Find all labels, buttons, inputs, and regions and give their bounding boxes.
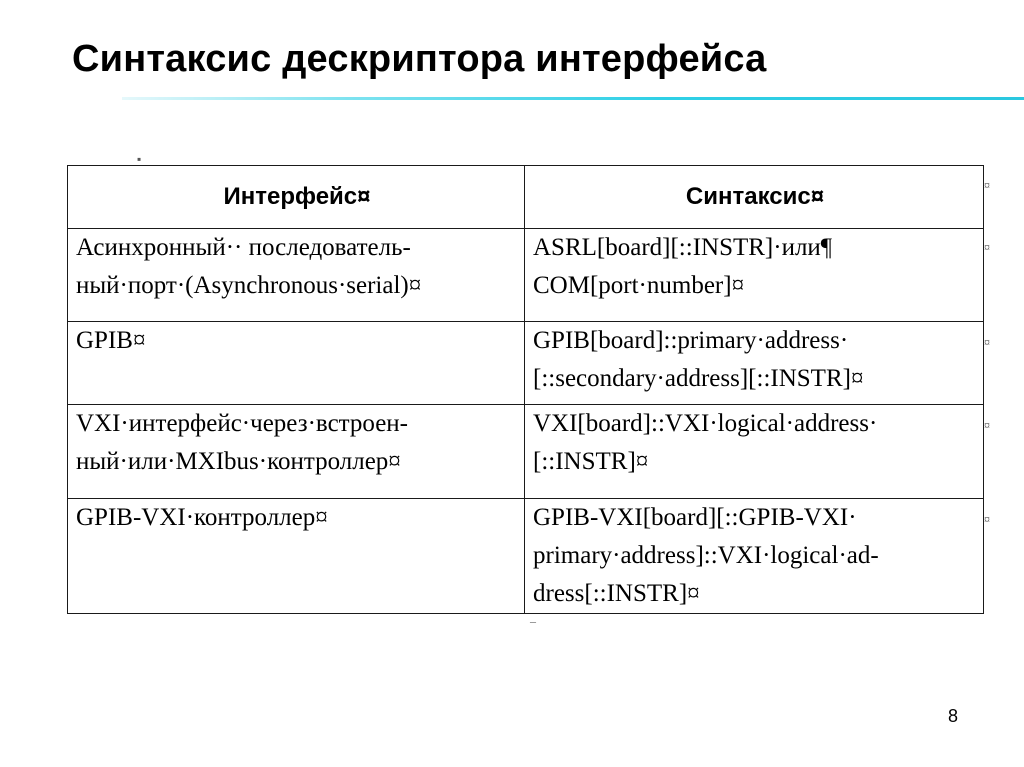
row-end-mark: ¤ <box>984 512 990 526</box>
column-header-interface: Интерфейс¤ <box>68 166 525 229</box>
interface-text: Асинхронный·· последователь- ный·порт·(Asynchronous·serial)¤ <box>76 234 422 299</box>
interface-cell <box>68 405 525 499</box>
syntax-text: GPIB[board]::primary·address· [::secondary·address][::INSTR]¤ <box>533 327 864 392</box>
interface-cell <box>68 322 525 405</box>
syntax-cell <box>525 229 984 322</box>
table-row <box>68 499 984 614</box>
interface-cell <box>68 229 525 322</box>
slide-title: Синтаксис дескриптора интерфейса <box>72 38 767 80</box>
row-end-mark: ¤ <box>984 335 990 349</box>
interface-cell <box>68 499 525 614</box>
syntax-text: VXI[board]::VXI·logical·address· [::INSTR]¤ <box>533 410 878 475</box>
interface-text: VXI·интерфейс·через·встроен- ный·или·MXIbus·контроллер¤ <box>76 410 408 475</box>
row-end-mark: ¤ <box>984 178 990 192</box>
row-end-mark: ¤ <box>984 240 990 254</box>
paragraph-mark: – <box>530 614 536 628</box>
title-underline <box>122 97 1024 100</box>
syntax-cell <box>525 499 984 614</box>
syntax-cell <box>525 322 984 405</box>
syntax-cell <box>525 405 984 499</box>
interface-text: GPIB-VXI·контроллер¤ <box>76 504 328 531</box>
column-header-syntax: Синтаксис¤ <box>525 166 984 229</box>
table-header-row <box>68 166 984 229</box>
table-row <box>68 322 984 405</box>
row-end-mark: ¤ <box>984 418 990 432</box>
table-row <box>68 229 984 322</box>
interface-syntax-table <box>67 165 984 614</box>
interface-text: GPIB¤ <box>76 327 146 354</box>
table-row <box>68 405 984 499</box>
page-number: 8 <box>948 706 959 726</box>
paragraph-mark: ▪ <box>137 152 142 166</box>
syntax-text: GPIB-VXI[board][::GPIB-VXI· primary·address]::VXI·logical·ad- dress[::INSTR]¤ <box>533 504 879 607</box>
syntax-text: ASRL[board][::INSTR]·или¶ COM[port·number]¤ <box>533 234 833 299</box>
